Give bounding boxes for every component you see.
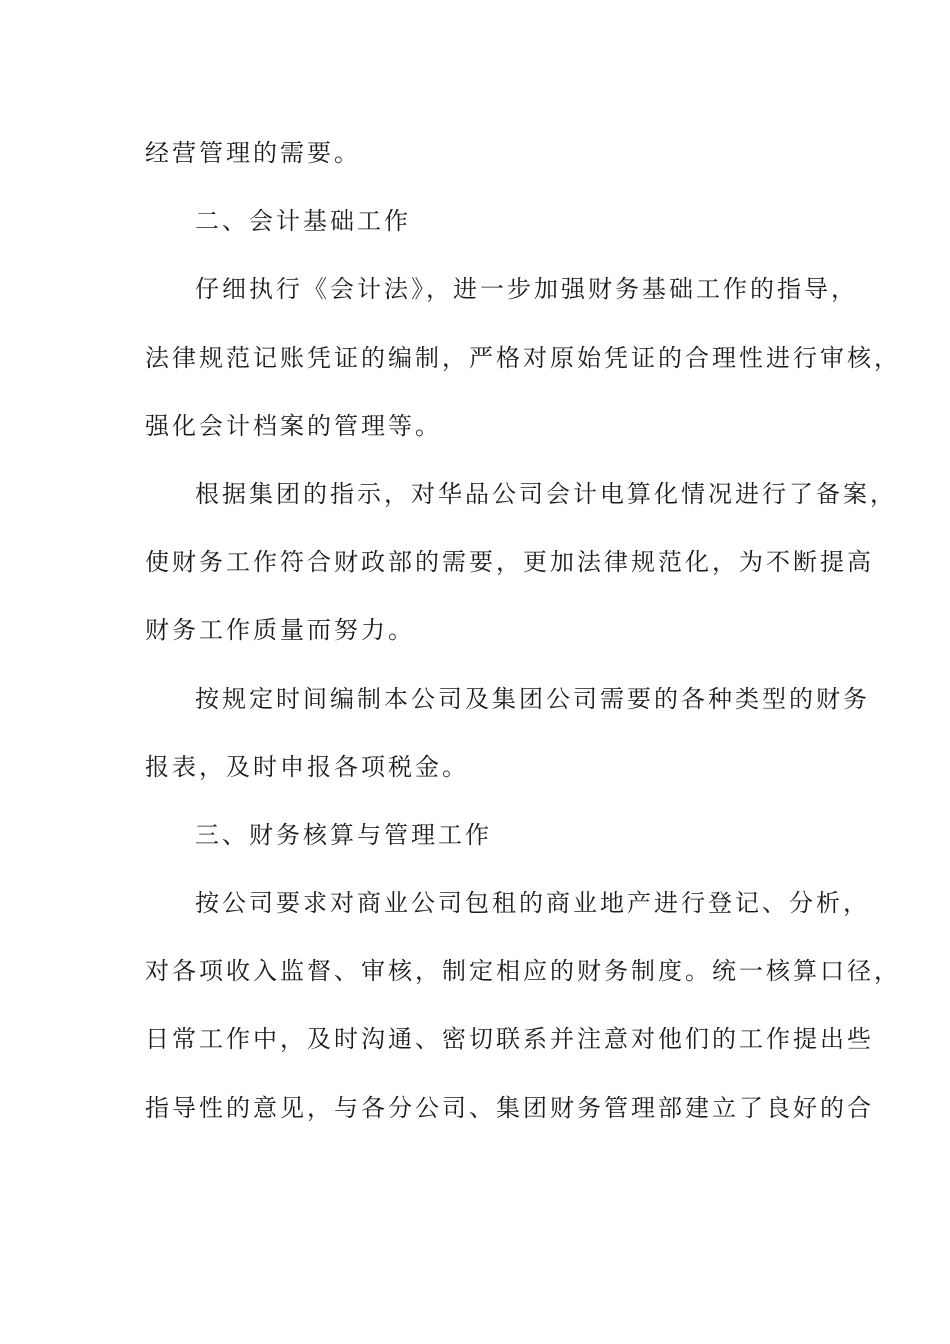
- text-line: 经营管理的需要。: [145, 139, 361, 167]
- text-line: 使财务工作符合财政部的需要，更加法律规范化，为不断提高: [145, 548, 874, 577]
- text-line: 对各项收入监督、审核，制定相应的财务制度。统一核算口径，: [145, 957, 901, 986]
- document-body: [145, 128, 901, 1151]
- text-line: 财务工作质量而努力。: [145, 616, 415, 645]
- text-line: 强化会计档案的管理等。: [145, 411, 442, 440]
- text-line: 根据集团的指示，对华品公司会计电算化情况进行了备案，: [195, 479, 897, 508]
- section-heading: 三、财务核算与管理工作: [195, 820, 492, 849]
- text-line: 法律规范记账凭证的编制，严格对原始凭证的合理性进行审核，: [145, 343, 901, 372]
- section-heading: 二、会计基础工作: [195, 207, 411, 236]
- text-line: 报表，及时申报各项税金。: [145, 752, 469, 781]
- text-line: 按规定时间编制本公司及集团公司需要的各种类型的财务: [195, 684, 870, 713]
- text-line: 日常工作中，及时沟通、密切联系并注意对他们的工作提出些: [145, 1025, 874, 1054]
- text-line: 指导性的意见，与各分公司、集团财务管理部建立了良好的合: [145, 1093, 874, 1122]
- text-line: 仔细执行《会计法》，进一步加强财务基础工作的指导，: [195, 275, 858, 304]
- text-line: 按公司要求对商业公司包租的商业地产进行登记、分析，: [195, 889, 870, 918]
